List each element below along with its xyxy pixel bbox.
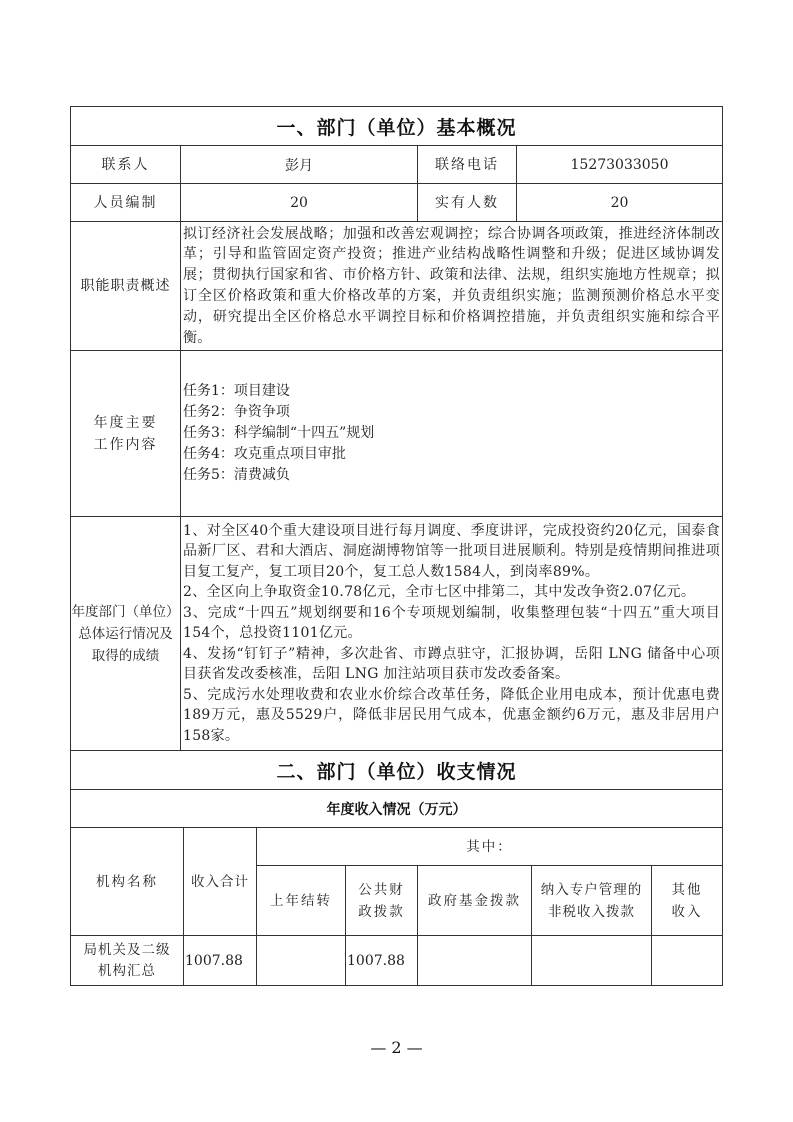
income-subtitle: 年度收入情况（万元） xyxy=(71,790,723,828)
income-table xyxy=(70,750,723,986)
duties-text: 拟订经济社会发展战略；加强和改善宏观调控；综合协调各项政策，推进经济体制改革；引导和监管固定资产投资；推进产业结构战略性调整和升级；促进区域协调发展；贯彻执行国家和省、市价格方针、政策和法律、法规，组织实施地方性规章；拟订全区价格政策和重大价格改革的方案，并负责组织实施；监测预测价格总水平变动，研究提出全区价格总水平调控目标和价格调控措施，并负责组织实施和综合平衡。 xyxy=(181,222,723,351)
task-item: 任务2：争资争项 xyxy=(183,404,290,420)
table-row xyxy=(71,936,723,986)
header-non-tax xyxy=(532,866,652,936)
section-1-title: 一、部门（单位）基本概况 xyxy=(71,107,723,146)
row-org-name-line1: 局机关及二级 xyxy=(83,941,171,958)
task-item: 任务5：清费减负 xyxy=(183,467,290,483)
header-public-finance-line1: 公共财 xyxy=(358,881,405,898)
task-item: 任务3：科学编制“十四五”规划 xyxy=(183,425,375,441)
row-public-finance: 1007.88 xyxy=(346,936,418,986)
tasks-label-line1: 年度主要 xyxy=(93,414,158,431)
staff-quota-label: 人员编制 xyxy=(71,184,181,222)
result-item: 5、完成污水处理收费和农业水价综合改革任务，降低企业用电成本，预计优惠电费189万元，惠及5529户，降低非居民用气成本，优惠金额约6万元，惠及非居用户158家。 xyxy=(183,686,721,744)
header-non-tax-line2: 非税收入拨款 xyxy=(548,903,635,920)
staff-quota-value: 20 xyxy=(181,184,418,222)
results-label-line3: 取得的成绩 xyxy=(91,647,160,664)
result-item: 3、完成“十四五”规划纲要和16个专项规划编制，收集整理包装“十四五”重大项目154个，总投资1101亿元。 xyxy=(183,604,721,642)
tasks-label xyxy=(71,351,181,517)
section-2-title: 二、部门（单位）收支情况 xyxy=(71,751,723,790)
actual-staff-value: 20 xyxy=(517,184,723,222)
task-item: 任务1：项目建设 xyxy=(183,383,290,399)
contact-value: 彭月 xyxy=(181,146,418,184)
task-item: 任务4：攻克重点项目审批 xyxy=(183,446,346,462)
header-non-tax-line1: 纳入专户管理的 xyxy=(540,881,643,898)
header-org-name: 机构名称 xyxy=(71,828,184,936)
phone-value: 15273033050 xyxy=(517,146,723,184)
basic-info-table xyxy=(70,106,723,751)
tasks-label-line2: 工作内容 xyxy=(93,436,158,453)
header-prior-year-carryover: 上年结转 xyxy=(257,866,346,936)
row-org-name xyxy=(71,936,184,986)
result-item: 1、对全区40个重大建设项目进行每月调度、季度讲评，完成投资约20亿元，国泰食品新厂区、君和大酒店、洞庭湖博物馆等一批项目进展顺利。特别是疫情期间推进项目复工复产，复工项目20个，复工总人数1584人，到岗率89%。 xyxy=(183,522,721,580)
results-label xyxy=(71,517,181,751)
contact-label: 联系人 xyxy=(71,146,181,184)
result-item: 4、发扬“钉钉子”精神，多次赴省、市蹲点驻守，汇报协调，岳阳 LNG 储备中心项目获省发改委核准，岳阳 LNG 加注站项目获市发改委备案。 xyxy=(183,645,721,683)
duties-label: 职能职责概述 xyxy=(71,222,181,351)
row-other xyxy=(652,936,723,986)
tasks-list xyxy=(181,351,723,517)
page-number: — 2 — xyxy=(370,1038,423,1057)
row-gov-fund xyxy=(418,936,532,986)
header-total-income: 收入合计 xyxy=(184,828,257,936)
header-public-finance-line2: 政拨款 xyxy=(358,903,405,920)
result-item: 2、全区向上争取资金10.78亿元，全市七区中排第二，其中发改争资2.07亿元。 xyxy=(183,584,696,601)
phone-label: 联络电话 xyxy=(418,146,517,184)
header-other xyxy=(652,866,723,936)
row-prior-year-carryover xyxy=(257,936,346,986)
results-text xyxy=(181,517,723,751)
results-label-line1: 年度部门（单位） xyxy=(71,603,180,620)
row-non-tax xyxy=(532,936,652,986)
results-label-line2: 总体运行情况及 xyxy=(78,625,173,642)
header-other-line1: 其他 xyxy=(671,881,703,898)
header-other-line2: 收入 xyxy=(671,903,703,920)
actual-staff-label: 实有人数 xyxy=(418,184,517,222)
row-total-income: 1007.88 xyxy=(184,936,257,986)
header-public-finance xyxy=(346,866,418,936)
header-gov-fund: 政府基金拨款 xyxy=(418,866,532,936)
header-of-which: 其中： xyxy=(257,828,723,866)
row-org-name-line2: 机构汇总 xyxy=(98,962,156,979)
